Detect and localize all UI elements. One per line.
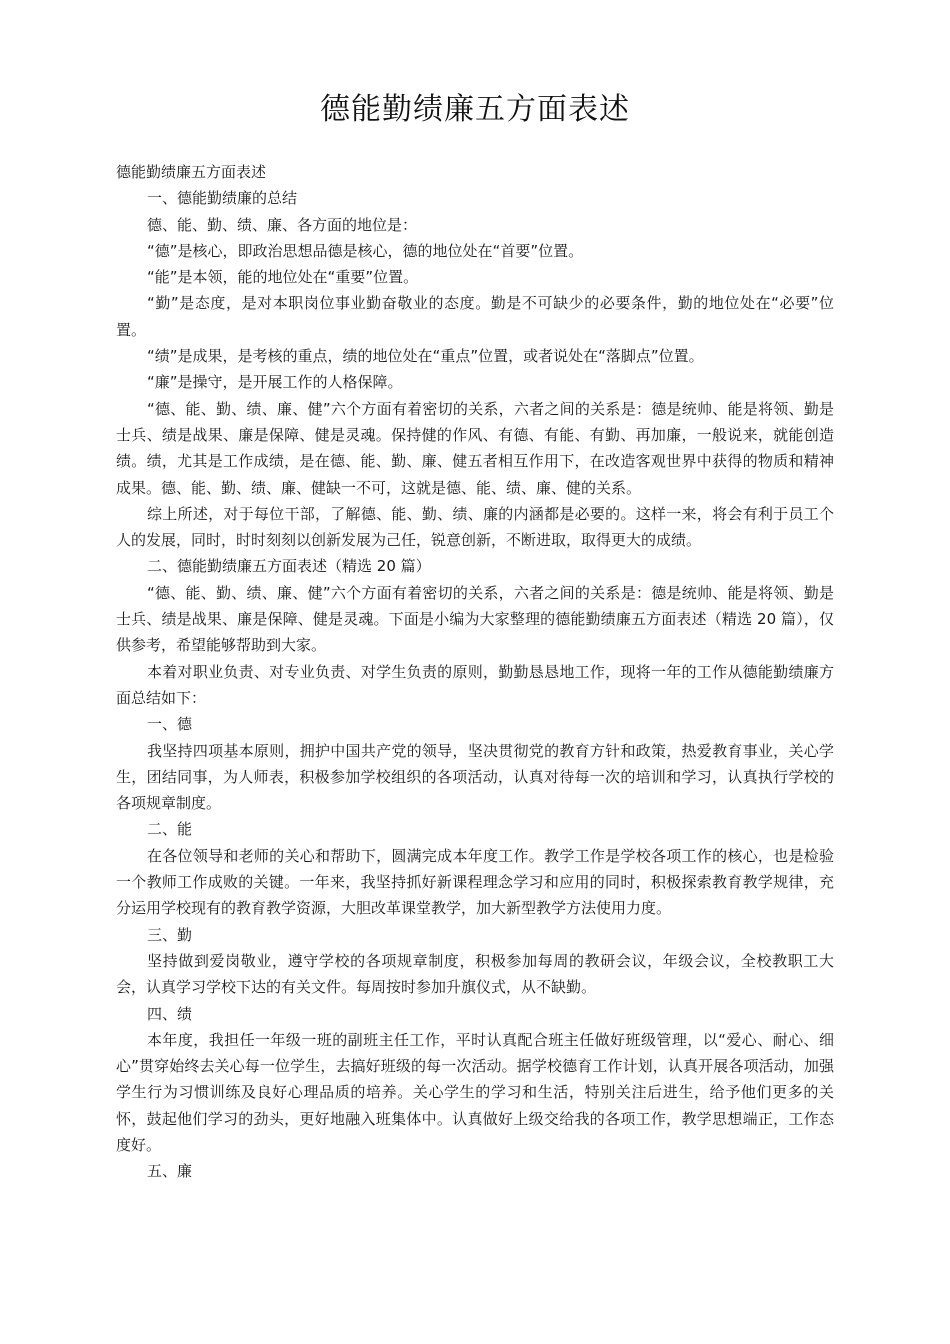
body-paragraph: “德、能、勤、绩、廉、健”六个方面有着密切的关系，六者之间的关系是：德是统帅、能是将领、勤是士兵、绩是战果、廉是保障、健是灵魂。保持健的作风、有德、有能、有勤、再加廉，一般说来，就能创造绩。绩，尤其是工作成绩，是在德、能、勤、廉、健五者相互作用下，在改造客观世界中获得的物质和精神成果。德、能、勤、绩、廉、健缺一不可，这就是德、能、绩、廉、健的关系。 [116, 399, 834, 497]
document-title: 德能勤绩廉五方面表述 [320, 92, 630, 127]
body-paragraph: 我坚持四项基本原则，拥护中国共产党的领导，坚决贯彻党的教育方针和政策，热爱教育事业，关心学生，团结同事，为人师表，积极参加学校组织的各项活动，认真对待每一次的培训和学习，认真执行学校的各项规章制度。 [116, 741, 834, 813]
body-paragraph: “德、能、勤、绩、廉、健”六个方面有着密切的关系，六者之间的关系是：德是统帅、能是将领、勤是士兵、绩是战果、廉是保障、健是灵魂。下面是小编为大家整理的德能勤绩廉五方面表述（精选 20 篇），仅供参考，希望能够帮助到大家。 [116, 583, 834, 655]
body-paragraph: 综上所述，对于每位干部，了解德、能、勤、绩、廉的内涵都是必要的。这样一来，将会有利于员工个人的发展，同时，时时刻刻以创新发展为己任，锐意创新，不断进取，取得更大的成绩。 [116, 504, 834, 550]
body-paragraph: “勤”是态度，是对本职岗位事业勤奋敬业的态度。勤是不可缺少的必要条件，勤的地位处在“必要”位置。 [116, 294, 834, 339]
body-paragraph: 二、能 [147, 820, 193, 839]
body-paragraph: 本着对职业负责、对专业负责、对学生负责的原则，勤勤恳恳地工作，现将一年的工作从德能勤绩廉方面总结如下： [116, 662, 834, 707]
body-paragraph: 一、德能勤绩廉的总结 [147, 189, 298, 208]
body-paragraph: 四、绩 [147, 1004, 193, 1023]
body-paragraph: 坚持做到爱岗敬业，遵守学校的各项规章制度，积极参加每周的教研会议，年级会议，全校教职工大会，认真学习学校下达的有关文件。每周按时参加升旗仪式，从不缺勤。 [116, 951, 834, 997]
body-paragraph: 在各位领导和老师的关心和帮助下，圆满完成本年度工作。教学工作是学校各项工作的核心，也是检验一个教师工作成败的关键。一年来，我坚持抓好新课程理念学习和应用的同时，积极探索教育教学规律，充分运用学校现有的教育教学资源，大胆改革课堂教学，加大新型教学方法使用力度。 [116, 846, 834, 918]
body-paragraph: “能”是本领，能的地位处在“重要”位置。 [147, 268, 419, 287]
body-paragraph: 德能勤绩廉五方面表述 [116, 163, 267, 181]
body-paragraph: 三、勤 [147, 925, 193, 944]
body-paragraph: 一、德 [147, 715, 193, 734]
body-paragraph: 德、能、勤、绩、廉、各方面的地位是： [147, 215, 418, 234]
body-paragraph: 本年度，我担任一年级一班的副班主任工作，平时认真配合班主任做好班级管理，以“爱心、耐心、细心”贯穿始终去关心每一位学生，去搞好班级的每一次活动。据学校德育工作计划，认真开展各项活动，加强学生行为习惯训练及良好心理品质的培养。关心学生的学习和生活，特别关注后进生，给予他们更多的关怀，鼓起他们学习的劲头，更好地融入班集体中。认真做好上级交给我的各项工作，教学思想端正，工作态度好。 [116, 1030, 834, 1154]
body-paragraph: “德”是核心，即政治思想品德是核心，德的地位处在“首要”位置。 [147, 241, 584, 260]
body-paragraph: “廉”是操守，是开展工作的人格保障。 [147, 373, 403, 392]
body-paragraph: 五、廉 [147, 1162, 193, 1181]
document-body [116, 159, 834, 1185]
body-paragraph: “绩”是成果，是考核的重点，绩的地位处在“重点”位置，或者说处在“落脚点”位置。 [147, 347, 704, 366]
body-paragraph: 二、德能勤绩廉五方面表述（精选 20 篇） [147, 557, 431, 576]
